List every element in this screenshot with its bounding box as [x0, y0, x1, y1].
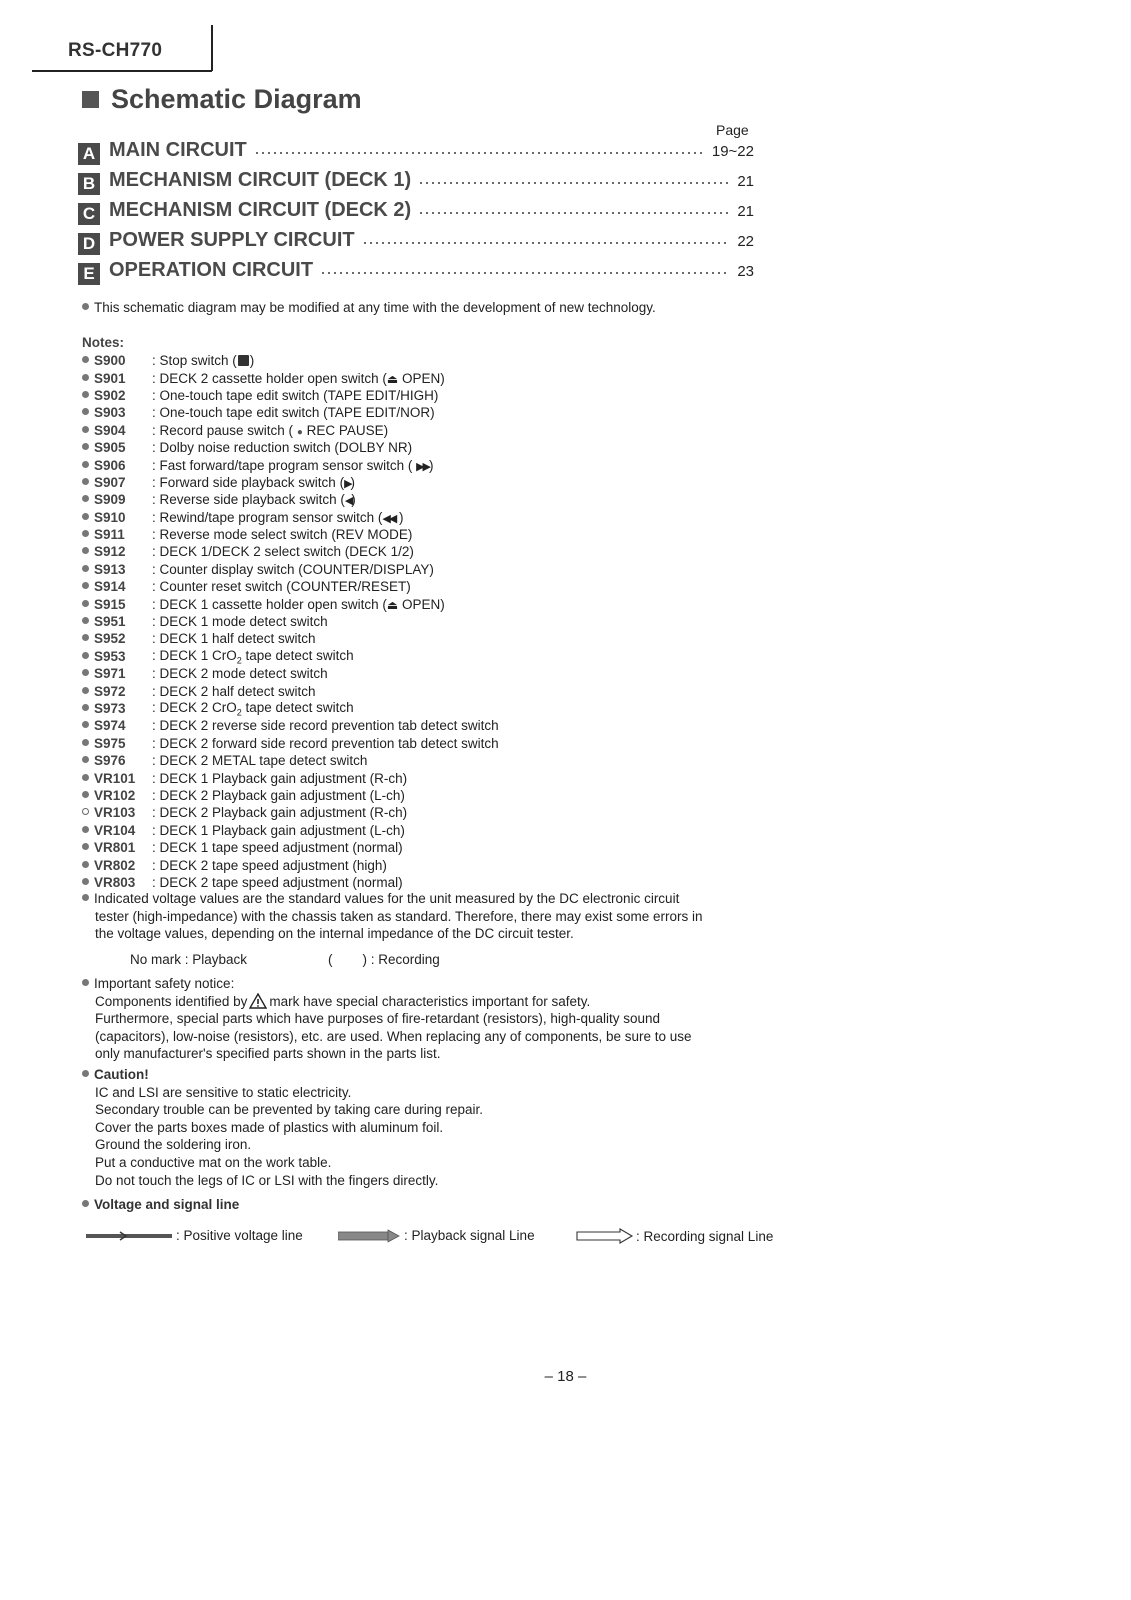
bullet-icon	[82, 391, 89, 398]
note-description-text: : DECK 2 forward side record prevention tab detect switch	[152, 735, 499, 751]
note-code: S906	[94, 457, 126, 473]
note-description-text: : DECK 1 CrO	[152, 647, 237, 663]
note-row	[82, 769, 499, 786]
page-number: – 18 –	[544, 1368, 587, 1385]
bullet-icon	[82, 513, 89, 520]
toc-letter-badge: C	[78, 203, 100, 225]
disclaimer-text: This schematic diagram may be modified at any time with the development of new technology.	[94, 300, 656, 315]
safety-line	[82, 993, 692, 1011]
warning-triangle-icon	[249, 993, 267, 1009]
note-description	[152, 544, 414, 559]
caution-heading: Caution!	[94, 1067, 149, 1082]
recording-mark-legend: ( ) : Recording	[328, 952, 440, 967]
model-number: RS-CH770	[68, 40, 163, 61]
toc-letter-badge: B	[78, 173, 100, 195]
recording-signal-arrow-icon	[576, 1228, 634, 1244]
bullet-icon	[82, 408, 89, 415]
note-code: VR104	[94, 822, 136, 838]
page-title-text: Schematic Diagram	[111, 84, 362, 114]
dot-leader	[320, 272, 730, 274]
note-code: S910	[94, 509, 126, 525]
note-description-suffix: )	[395, 509, 404, 525]
note-description-text: : DECK 1/DECK 2 select switch (DECK 1/2)	[152, 544, 414, 560]
note-code: S975	[94, 735, 126, 751]
note-description-text: : DECK 1 cassette holder open switch (	[152, 596, 387, 612]
note-description	[152, 648, 354, 666]
note-description-suffix: OPEN)	[398, 370, 445, 386]
note-code: S972	[94, 683, 126, 699]
bullet-icon	[82, 356, 89, 363]
note-description-text: : DECK 2 METAL tape detect switch	[152, 753, 368, 769]
note-description-suffix: REC PAUSE)	[302, 422, 389, 438]
toc-title: POWER SUPPLY CIRCUIT	[109, 229, 355, 251]
safety-line: (capacitors), low-noise (resistors), etc. are used. When replacing any of components, be sure to use	[95, 1028, 692, 1044]
note-description	[152, 510, 404, 525]
note-description-text: : DECK 2 reverse side record prevention tab detect switch	[152, 718, 499, 734]
caution-line: Secondary trouble can be prevented by taking care during repair.	[95, 1102, 483, 1118]
bullet-icon	[82, 878, 89, 885]
note-description-suffix: )	[249, 353, 255, 369]
toc-title: MAIN CIRCUIT	[109, 139, 247, 161]
note-description	[152, 353, 254, 368]
note-description-text: : DECK 2 Playback gain adjustment (R-ch)	[152, 805, 408, 821]
note-description-text: : Stop switch (	[152, 353, 237, 369]
note-description-text: : DECK 1 Playback gain adjustment (R-ch)	[152, 770, 408, 786]
positive-voltage-label: : Positive voltage line	[176, 1228, 303, 1243]
page-column-label: Page	[716, 122, 749, 138]
note-row	[82, 387, 499, 404]
note-row	[82, 509, 499, 526]
note-description	[152, 666, 328, 681]
note-description-text: : DECK 2 cassette holder open switch (	[152, 370, 387, 386]
note-description-text: : Reverse side playback switch (	[152, 492, 345, 508]
note-row	[82, 526, 499, 543]
record-dot-icon: ●	[296, 426, 303, 438]
note-code: VR801	[94, 840, 136, 856]
note-row	[82, 613, 499, 630]
bullet-icon	[82, 1200, 89, 1207]
note-description	[152, 405, 435, 420]
note-code: S973	[94, 701, 126, 716]
note-description-suffix: )	[351, 492, 356, 508]
toc-title: OPERATION CIRCUIT	[109, 259, 314, 281]
toc-letter-badge: E	[78, 263, 100, 285]
note-description-text: : DECK 1 Playback gain adjustment (L-ch)	[152, 822, 405, 838]
note-description-text: : Rewind/tape program sensor switch (	[152, 509, 383, 525]
note-row	[82, 352, 499, 369]
note-description-text: : Forward side playback switch (	[152, 474, 345, 490]
dot-leader	[254, 152, 705, 154]
note-description-suffix: tape detect switch	[241, 699, 354, 715]
safety-notice	[82, 975, 692, 1063]
note-code: S911	[94, 527, 125, 543]
note-code: VR802	[94, 857, 136, 873]
bullet-icon	[82, 652, 89, 659]
note-description-suffix: OPEN)	[398, 596, 445, 612]
bullet-icon	[82, 600, 89, 607]
toc-row[interactable]	[78, 139, 754, 169]
caution-line: Put a conductive mat on the work table.	[95, 1154, 332, 1170]
forward-play-icon: ▶	[344, 477, 351, 490]
bullet-icon	[82, 565, 89, 572]
bullet-icon	[82, 739, 89, 746]
note-description	[152, 614, 328, 629]
note-description-suffix: tape detect switch	[241, 647, 354, 663]
voltage-note-line: tester (high-impedance) with the chassis taken as standard. Therefore, there may exist some errors in	[95, 908, 703, 924]
notes-heading: Notes:	[82, 335, 125, 350]
note-code: S915	[94, 596, 126, 612]
toc-page: 22	[737, 233, 754, 250]
rewind-icon: ◀◀	[382, 512, 396, 525]
note-description	[152, 440, 412, 455]
note-description-text: : Reverse mode select switch (REV MODE)	[152, 527, 413, 543]
playback-signal-legend	[338, 1228, 535, 1243]
note-code: S902	[94, 387, 126, 403]
note-code: S971	[94, 666, 126, 682]
note-description-text: : DECK 2 tape speed adjustment (normal)	[152, 874, 403, 890]
note-code: VR101	[94, 770, 136, 786]
note-code: S914	[94, 579, 126, 595]
note-row	[82, 665, 499, 682]
bullet-icon	[82, 843, 89, 850]
note-row	[82, 456, 499, 473]
note-code: S903	[94, 405, 126, 421]
note-description-text: : Counter reset switch (COUNTER/RESET)	[152, 579, 411, 595]
safety-text: Components identified by	[95, 993, 248, 1009]
note-description-text: : DECK 2 half detect switch	[152, 683, 316, 699]
note-code: S904	[94, 422, 126, 438]
disclaimer	[82, 300, 656, 315]
note-description	[152, 631, 316, 646]
dot-leader	[362, 242, 731, 244]
note-description	[152, 736, 499, 751]
toc-row[interactable]	[78, 259, 754, 289]
bullet-icon	[82, 634, 89, 641]
bullet-icon	[82, 1070, 89, 1077]
note-description-text: : DECK 2 Playback gain adjustment (L-ch)	[152, 787, 405, 803]
note-description-text: : DECK 1 tape speed adjustment (normal)	[152, 840, 403, 856]
note-description	[152, 371, 445, 386]
note-description-text: : DECK 2 mode detect switch	[152, 666, 328, 682]
reverse-play-icon: ◀	[344, 495, 352, 508]
bullet-icon	[82, 530, 89, 537]
note-row	[82, 700, 499, 717]
bullet-icon	[82, 478, 89, 485]
note-code: VR102	[94, 787, 136, 803]
note-row	[82, 595, 499, 612]
playback-signal-arrow-icon	[338, 1229, 400, 1243]
note-description	[152, 875, 403, 890]
bullet-icon	[82, 721, 89, 728]
bullet-icon	[82, 894, 89, 901]
bullet-icon	[82, 774, 89, 781]
bullet-icon	[82, 547, 89, 554]
note-row	[82, 787, 499, 804]
bullet-icon	[82, 808, 89, 815]
playback-signal-label: : Playback signal Line	[404, 1228, 535, 1243]
note-code: VR103	[94, 805, 136, 821]
note-row	[82, 682, 499, 699]
note-description	[152, 388, 438, 403]
toc-page: 21	[737, 203, 754, 220]
note-code: S974	[94, 718, 126, 734]
note-row	[82, 491, 499, 508]
toc-page: 19~22	[711, 143, 754, 160]
bullet-icon	[82, 756, 89, 763]
note-row	[82, 578, 499, 595]
note-description-text: : Dolby noise reduction switch (DOLBY NR)	[152, 440, 413, 456]
caution-notice	[82, 1066, 483, 1189]
bullet-icon	[82, 443, 89, 450]
toc-row[interactable]	[78, 199, 754, 229]
notes-list	[82, 352, 499, 891]
note-description-text: : Record pause switch (	[152, 422, 297, 438]
bullet-icon	[82, 791, 89, 798]
note-code: S901	[94, 370, 126, 386]
note-row	[82, 856, 499, 873]
note-code: S909	[94, 492, 126, 508]
dot-leader	[418, 212, 730, 214]
caution-line: Cover the parts boxes made of plastics with aluminum foil.	[95, 1119, 444, 1135]
subscript: 2	[236, 707, 242, 718]
note-description	[152, 700, 354, 718]
voltage-note-line: the voltage values, depending on the internal impedance of the DC circuit tester.	[95, 926, 574, 942]
note-description-suffix: )	[350, 474, 356, 490]
voltage-note-line: Indicated voltage values are the standard values for the unit measured by the DC electronic circuit	[94, 891, 680, 906]
recording-signal-label: : Recording signal Line	[636, 1228, 774, 1244]
toc-row[interactable]	[78, 229, 754, 259]
note-description-text: : Fast forward/tape program sensor switch (	[152, 457, 417, 473]
note-description	[152, 458, 434, 473]
bullet-icon	[82, 303, 89, 310]
note-row	[82, 717, 499, 734]
eject-icon: ⏏	[386, 597, 399, 612]
bullet-icon	[82, 704, 89, 711]
note-row	[82, 369, 499, 386]
note-description	[152, 805, 407, 820]
bullet-icon	[82, 687, 89, 694]
note-code: S952	[94, 631, 126, 647]
fast-forward-icon: ▶▶	[416, 460, 430, 473]
note-description	[152, 527, 412, 542]
caution-line: Do not touch the legs of IC or LSI with the fingers directly.	[95, 1172, 439, 1188]
no-mark-legend: No mark : Playback	[130, 952, 248, 967]
positive-voltage-legend	[86, 1228, 303, 1243]
dot-leader	[418, 182, 730, 184]
toc-row[interactable]	[78, 169, 754, 199]
toc-page: 23	[737, 263, 754, 280]
header-rule	[32, 70, 212, 72]
safety-heading: Important safety notice:	[94, 976, 235, 991]
bullet-icon	[82, 617, 89, 624]
note-row	[82, 474, 499, 491]
toc-title: MECHANISM CIRCUIT (DECK 2)	[109, 199, 412, 221]
note-row	[82, 839, 499, 856]
signal-heading-row	[82, 1196, 239, 1214]
note-row	[82, 752, 499, 769]
bullet-icon	[82, 826, 89, 833]
note-description-text: : One-touch tape edit switch (TAPE EDIT/HIGH)	[152, 387, 439, 403]
note-description	[152, 823, 405, 838]
stop-icon	[238, 355, 249, 366]
note-description	[152, 753, 367, 768]
note-description-text: : DECK 1 mode detect switch	[152, 614, 328, 630]
note-description	[152, 597, 445, 612]
recording-signal-legend	[576, 1228, 773, 1244]
safety-line: only manufacturer's specified parts shown in the parts list.	[95, 1046, 441, 1062]
note-description-text: : DECK 2 tape speed adjustment (high)	[152, 857, 387, 873]
square-bullet-icon	[82, 91, 99, 108]
bullet-icon	[82, 495, 89, 502]
note-code: S913	[94, 561, 126, 577]
note-row	[82, 648, 499, 665]
note-description	[152, 858, 387, 873]
signal-heading: Voltage and signal line	[94, 1197, 240, 1212]
bullet-icon	[82, 461, 89, 468]
bullet-icon	[82, 426, 89, 433]
note-row	[82, 874, 499, 891]
voltage-note	[82, 890, 703, 943]
note-code: S900	[94, 353, 126, 369]
note-code: S905	[94, 440, 126, 456]
toc-title: MECHANISM CIRCUIT (DECK 1)	[109, 169, 412, 191]
note-description	[152, 684, 316, 699]
note-description-text: : Counter display switch (COUNTER/DISPLAY)	[152, 561, 434, 577]
note-description-text: : DECK 1 half detect switch	[152, 631, 316, 647]
eject-icon: ⏏	[386, 371, 399, 386]
note-description	[152, 788, 405, 803]
note-code: S953	[94, 648, 126, 664]
note-code: S912	[94, 544, 126, 560]
safety-line: Furthermore, special parts which have purposes of fire-retardant (resistors), high-quality sound	[95, 1011, 661, 1027]
bullet-icon	[82, 374, 89, 381]
bullet-icon	[82, 861, 89, 868]
note-row	[82, 735, 499, 752]
note-code: S976	[94, 753, 126, 769]
note-description	[152, 579, 411, 594]
note-row	[82, 630, 499, 647]
note-description	[152, 718, 499, 733]
caution-line: IC and LSI are sensitive to static electricity.	[95, 1084, 352, 1100]
toc-letter-badge: D	[78, 233, 100, 255]
note-code: VR803	[94, 874, 136, 890]
note-description	[152, 562, 434, 577]
caution-line: Ground the soldering iron.	[95, 1137, 252, 1153]
note-description-text: : DECK 2 CrO	[152, 699, 237, 715]
note-description	[152, 475, 355, 490]
note-row	[82, 543, 499, 560]
note-row	[82, 804, 499, 821]
header-tab-divider	[211, 25, 213, 71]
toc-letter-badge: A	[78, 143, 100, 165]
bullet-icon	[82, 582, 89, 589]
positive-voltage-line-icon	[86, 1230, 172, 1242]
note-description-text: : One-touch tape edit switch (TAPE EDIT/NOR)	[152, 405, 435, 421]
note-description-suffix: )	[429, 457, 434, 473]
note-description	[152, 423, 388, 438]
page-title	[82, 84, 362, 115]
bullet-icon	[82, 979, 89, 986]
note-row	[82, 404, 499, 421]
toc-page: 21	[737, 173, 754, 190]
note-row	[82, 561, 499, 578]
note-row	[82, 439, 499, 456]
note-description	[152, 771, 407, 786]
bullet-icon	[82, 669, 89, 676]
note-code: S907	[94, 474, 126, 490]
note-row	[82, 422, 499, 439]
note-code: S951	[94, 614, 126, 630]
table-of-contents	[78, 139, 754, 289]
note-description	[152, 492, 356, 507]
note-description	[152, 840, 403, 855]
safety-text: mark have special characteristics important for safety.	[269, 993, 591, 1009]
subscript: 2	[236, 655, 242, 666]
note-row	[82, 822, 499, 839]
